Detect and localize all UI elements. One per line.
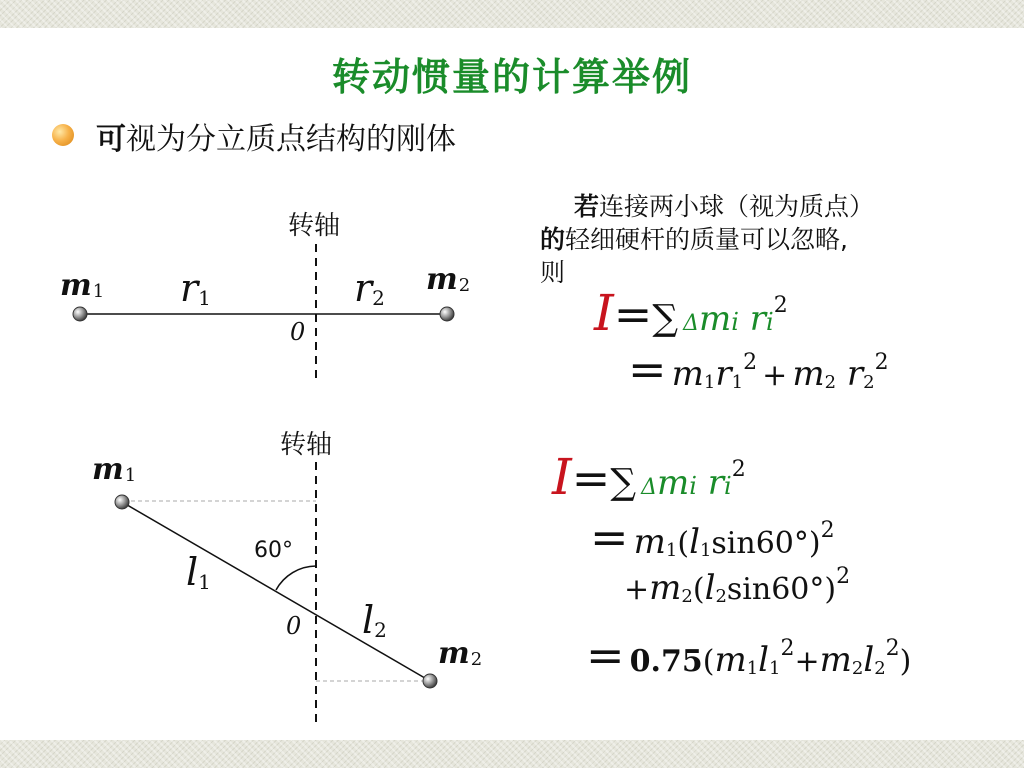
radius-label-r2: $r_2$ [354,266,385,310]
mass-label-m1: $m_1$ [60,268,105,303]
origin-label-1: 0 [290,318,306,346]
axis-label-2: 转轴 [280,430,333,460]
mass-label-m1-b: $m_1$ [92,452,137,487]
formula-2-line-3: $+m_2(l_2\sin 60^\circ)^2$ [624,564,851,608]
mass-label-m2-b: $m_2$ [438,636,483,671]
formula-1-line-1: I=∑ Δmi $ri^2$ [594,284,788,342]
formula-1-line-2: = $m_1r_1^2 + m_2$ $r_2^2$ [628,342,889,396]
mass-ball-m2-b [423,674,437,688]
condition-note: 若连接两小球（视为质点） 的轻细硬杆的质量可以忽略, 则 [540,192,875,287]
mass-ball-m2 [440,307,454,321]
mass-ball-m1 [73,307,87,321]
bullet-rest: 视为分立质点结构的刚体 [126,122,456,157]
length-label-l1: $l_1$ [186,550,211,594]
mass-ball-m1-b [115,495,129,509]
formula-2-line-4: = $0.75(m_1l_1^2+m_2l_2^2)$ [586,628,912,682]
angle-label: 60° [254,538,293,563]
bullet-bold: 可 [96,122,126,157]
rod-2 [122,502,430,681]
angle-arc [276,566,316,590]
slide-title: 转动惯量的计算举例 [331,54,692,99]
formula-2-line-2: = $m_1(l_1\sin 60^\circ)^2$ [590,510,835,564]
formula-2-line-1: I=∑ Δmi $ri^2$ [552,448,746,506]
length-label-l2: $l_2$ [362,598,387,642]
mass-label-m2: $m_2$ [426,262,471,297]
axis-label-1: 转轴 [288,211,341,241]
origin-label-2: 0 [286,612,302,640]
radius-label-r1: $r_1$ [180,266,211,310]
